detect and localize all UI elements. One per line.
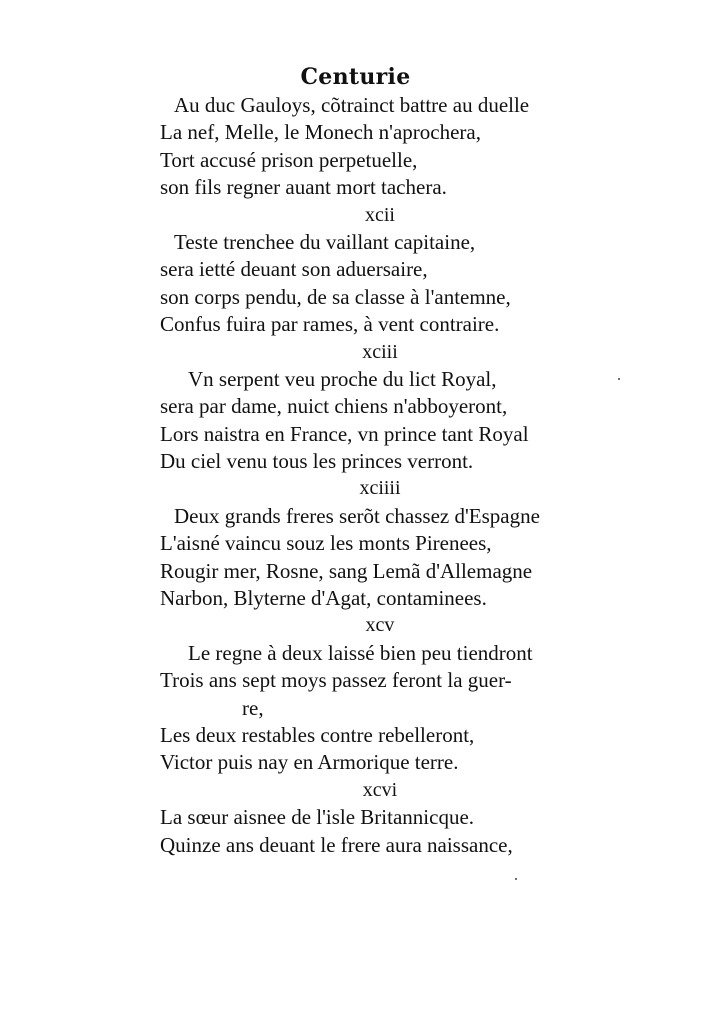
verse-line: Teste trenchee du vaillant capitaine,: [174, 229, 476, 254]
verse-line: son corps pendu, de sa classe à l'antemne,: [160, 284, 511, 309]
quatrain-number: xciiii: [359, 477, 401, 500]
verse-line: Tort accusé prison perpetuelle,: [160, 147, 418, 172]
verse-line: Au duc Gauloys, cõtrainct battre au duelle: [174, 93, 530, 117]
verse-line: Du ciel venu tous les princes verront.: [160, 449, 474, 474]
scan-speck: [515, 878, 517, 880]
verse-line: Le regne à deux laissé bien peu tiendront: [188, 640, 533, 665]
verse-line: Confus fuira par rames, à vent contraire.: [160, 312, 500, 337]
quatrain-text: [160, 92, 640, 859]
verse-line: La nef, Melle, le Monech n'aprochera,: [160, 120, 481, 145]
verse-line: Les deux restables contre rebelleront,: [160, 722, 475, 747]
verse-line: Quinze ans deuant le frere aura naissance,: [160, 832, 513, 857]
verse-line: Vn serpent veu proche du lict Royal,: [188, 366, 497, 391]
quatrain-number: xcv: [365, 614, 395, 637]
quatrain-number: xcii: [365, 203, 395, 226]
verse-line: L'aisné vaincu souz les monts Pirenees,: [160, 531, 492, 556]
verse-line: Deux grands freres serõt chassez d'Espagne: [174, 503, 540, 528]
scan-speck: [618, 378, 620, 380]
verse-line: son fils regner auant mort tachera.: [160, 175, 447, 200]
verse-line: Rougir mer, Rosne, sang Lemã d'Allemagne: [160, 558, 533, 583]
quatrain-number: xcvi: [362, 778, 398, 801]
verse-line-continuation: re,: [242, 695, 264, 720]
verse-line: Trois ans sept moys passez feront la guer-: [160, 668, 512, 693]
verse-line: Lors naistra en France, vn prince tant Royal: [160, 421, 529, 446]
running-header: Centurie: [300, 64, 411, 90]
quatrain-number: xciii: [362, 340, 398, 363]
verse-line: sera par dame, nuict chiens n'abboyeront,: [160, 394, 508, 419]
verse-line: sera ietté deuant son aduersaire,: [160, 257, 428, 282]
verse-line: Narbon, Blyterne d'Agat, contaminees.: [160, 586, 487, 611]
verse-line: Victor puis nay en Armorique terre.: [160, 750, 459, 775]
verse-line: La sœur aisnee de l'isle Britannicque.: [160, 805, 475, 830]
